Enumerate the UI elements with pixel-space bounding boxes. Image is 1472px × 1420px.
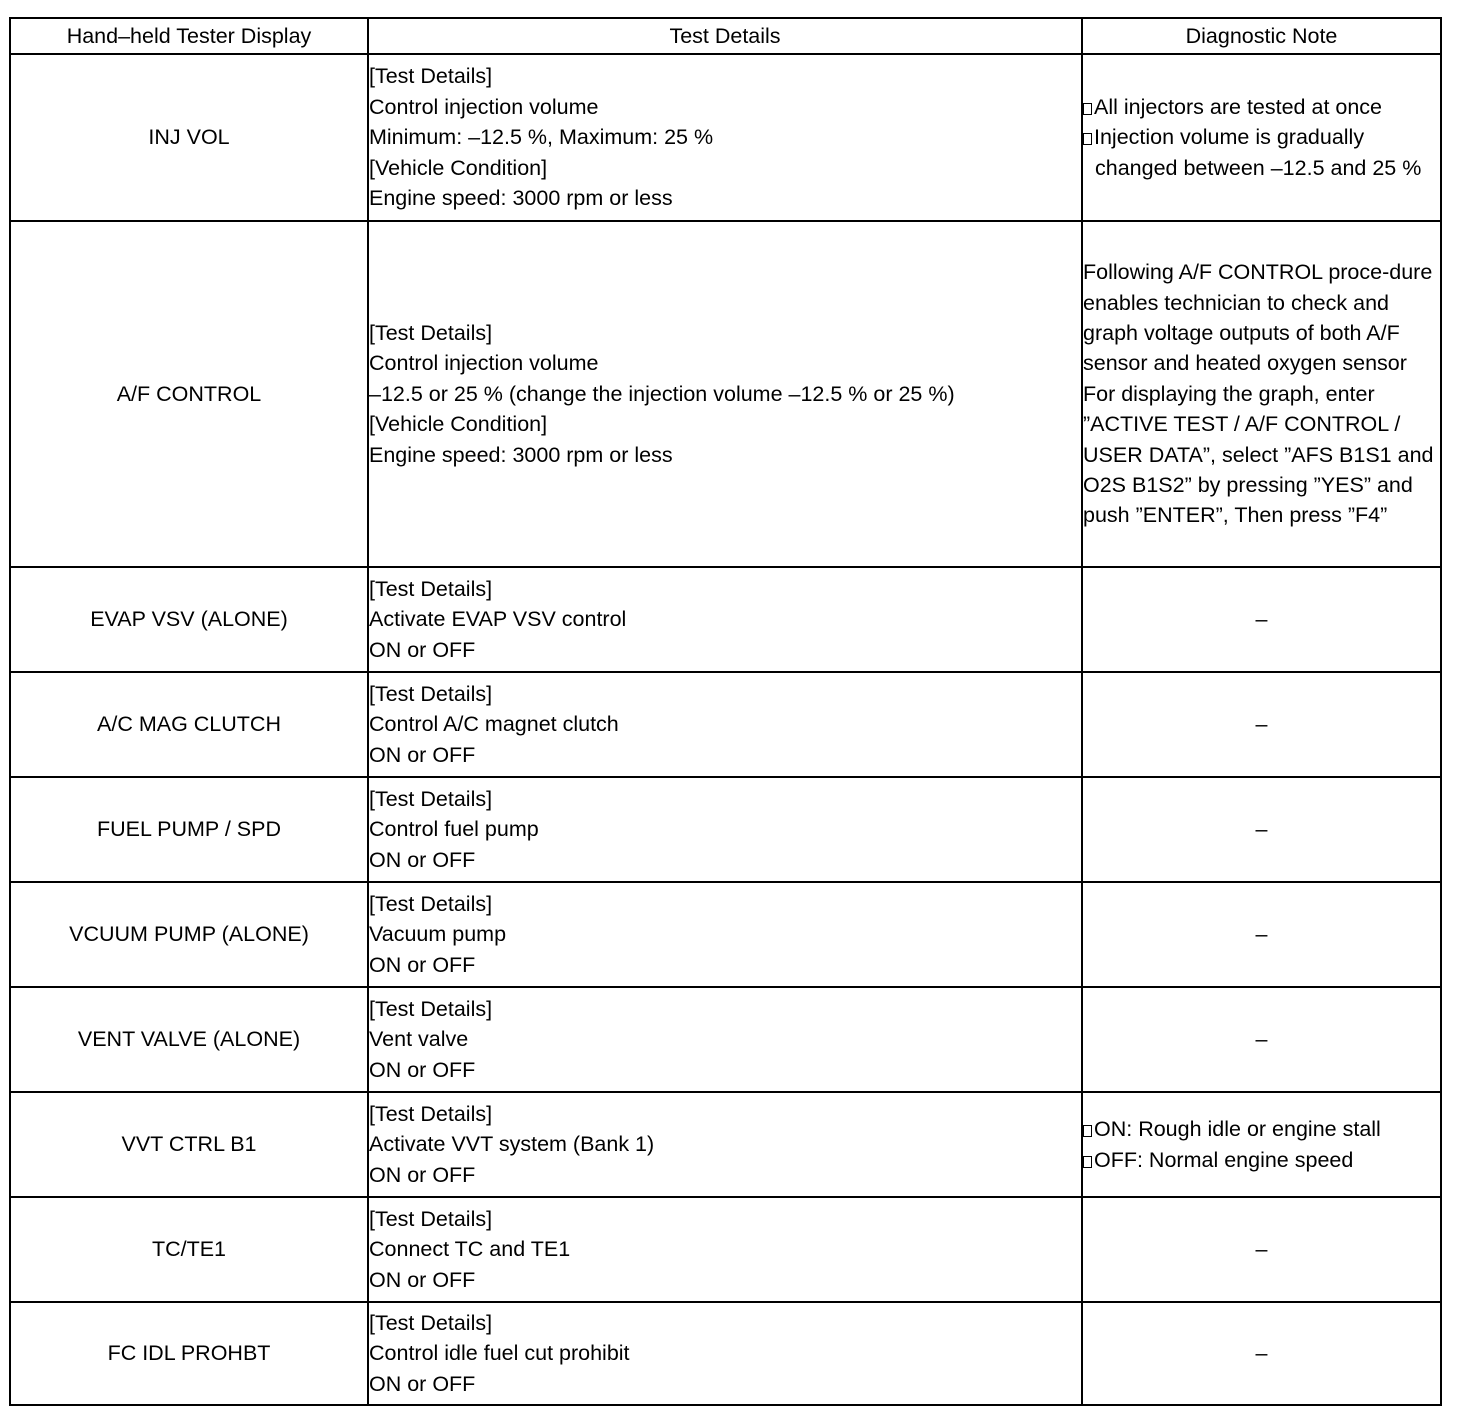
diagnostic-note-cell — [1082, 221, 1441, 567]
details-line: Control idle fuel cut prohibit — [369, 1341, 630, 1366]
checkbox-icon — [1083, 1156, 1092, 1168]
details-line: [Test Details] — [369, 1310, 493, 1335]
note-bullet — [1083, 1114, 1440, 1144]
details-line: Vacuum pump — [369, 922, 507, 947]
details-line: Engine speed: 3000 rpm or less — [369, 186, 673, 211]
details-line: Engine speed: 3000 rpm or less — [369, 442, 673, 467]
tester-display-cell: INJ VOL — [10, 54, 368, 221]
note-bullet — [1083, 122, 1440, 183]
tester-display-cell: TC/TE1 — [10, 1197, 368, 1302]
diagnostic-note-cell: – — [1082, 882, 1441, 987]
tester-display-cell: VVT CTRL B1 — [10, 1092, 368, 1197]
details-line: Activate VVT system (Bank 1) — [369, 1132, 655, 1157]
test-details-cell — [368, 987, 1082, 1092]
details-line: ON or OFF — [369, 1267, 476, 1292]
test-details-cell — [368, 777, 1082, 882]
note-bullet-text: ON: Rough idle or engine stall — [1094, 1117, 1381, 1142]
diagnostic-note-cell: – — [1082, 1302, 1441, 1405]
active-test-table — [9, 17, 1442, 1406]
table-row — [10, 777, 1441, 882]
details-line: [Test Details] — [369, 1206, 493, 1231]
diagnostic-note-cell: – — [1082, 987, 1441, 1092]
details-line: [Test Details] — [369, 576, 493, 601]
details-line: ON or OFF — [369, 1162, 476, 1187]
details-line: [Test Details] — [369, 64, 493, 89]
table-row — [10, 221, 1441, 567]
details-line: [Test Details] — [369, 786, 493, 811]
details-line: Control fuel pump — [369, 817, 539, 842]
table-row — [10, 1197, 1441, 1302]
header-diagnostic-note: Diagnostic Note — [1082, 18, 1441, 54]
details-line: ON or OFF — [369, 742, 476, 767]
details-line: [Test Details] — [369, 1101, 493, 1126]
details-line: Minimum: –12.5 %, Maximum: 25 % — [369, 125, 714, 150]
tester-display-cell: A/C MAG CLUTCH — [10, 672, 368, 777]
header-tester-display: Hand–held Tester Display — [10, 18, 368, 54]
details-line: [Test Details] — [369, 891, 493, 916]
details-line: [Test Details] — [369, 320, 493, 345]
details-line: ON or OFF — [369, 847, 476, 872]
checkbox-icon — [1083, 133, 1092, 145]
table-row — [10, 672, 1441, 777]
table-row — [10, 882, 1441, 987]
test-details-cell — [368, 567, 1082, 672]
diagnostic-note-cell — [1082, 54, 1441, 221]
table-row — [10, 1092, 1441, 1197]
test-details-cell — [368, 1197, 1082, 1302]
test-details-cell — [368, 54, 1082, 221]
tester-display-cell: EVAP VSV (ALONE) — [10, 567, 368, 672]
note-bullet-text: OFF: Normal engine speed — [1094, 1147, 1354, 1172]
note-bullet-text: All injectors are tested at once — [1094, 94, 1383, 119]
details-line: Control injection volume — [369, 351, 599, 376]
details-line: [Test Details] — [369, 996, 493, 1021]
tester-display-cell: FC IDL PROHBT — [10, 1302, 368, 1405]
header-row — [10, 18, 1441, 54]
table-row — [10, 987, 1441, 1092]
table-row — [10, 1302, 1441, 1405]
details-line: ON or OFF — [369, 952, 476, 977]
test-details-cell — [368, 1092, 1082, 1197]
details-line: ON or OFF — [369, 637, 476, 662]
test-details-cell — [368, 882, 1082, 987]
details-line: Control A/C magnet clutch — [369, 712, 619, 737]
test-details-cell — [368, 672, 1082, 777]
note-text: Following A/F CONTROL proce-dure enables technician to check and graph voltage outputs of both A/F sensor and heated oxygen sensor For displaying the graph, enter ”ACTIVE TEST / A/F CONTROL / USER DATA”, select ”AFS B1S1 and O2S B1S2” by pressing ”YES” and push ”ENTER”, Then press ”F4” — [1083, 260, 1434, 528]
table-row — [10, 567, 1441, 672]
diagnostic-note-cell: – — [1082, 567, 1441, 672]
checkbox-icon — [1083, 1125, 1092, 1137]
header-test-details: Test Details — [368, 18, 1082, 54]
details-line: [Test Details] — [369, 681, 493, 706]
details-line: –12.5 or 25 % (change the injection volume –12.5 % or 25 %) — [369, 381, 955, 406]
note-bullet-text: Injection volume is gradually changed between –12.5 and 25 % — [1094, 125, 1422, 180]
diagnostic-note-cell: – — [1082, 777, 1441, 882]
details-line: ON or OFF — [369, 1371, 476, 1396]
diagnostic-note-cell — [1082, 1092, 1441, 1197]
test-details-cell — [368, 1302, 1082, 1405]
details-line: [Vehicle Condition] — [369, 412, 548, 437]
note-bullet — [1083, 1145, 1440, 1175]
tester-display-cell: FUEL PUMP / SPD — [10, 777, 368, 882]
details-line: Connect TC and TE1 — [369, 1237, 571, 1262]
details-line: Control injection volume — [369, 94, 599, 119]
diagnostic-note-cell: – — [1082, 1197, 1441, 1302]
checkbox-icon — [1083, 103, 1092, 115]
details-line: [Vehicle Condition] — [369, 155, 548, 180]
table-row — [10, 54, 1441, 221]
note-bullet — [1083, 92, 1440, 122]
test-details-cell — [368, 221, 1082, 567]
tester-display-cell: A/F CONTROL — [10, 221, 368, 567]
diagnostic-note-cell: – — [1082, 672, 1441, 777]
tester-display-cell: VENT VALVE (ALONE) — [10, 987, 368, 1092]
details-line: ON or OFF — [369, 1057, 476, 1082]
tester-display-cell: VCUUM PUMP (ALONE) — [10, 882, 368, 987]
details-line: Vent valve — [369, 1027, 469, 1052]
details-line: Activate EVAP VSV control — [369, 607, 627, 632]
